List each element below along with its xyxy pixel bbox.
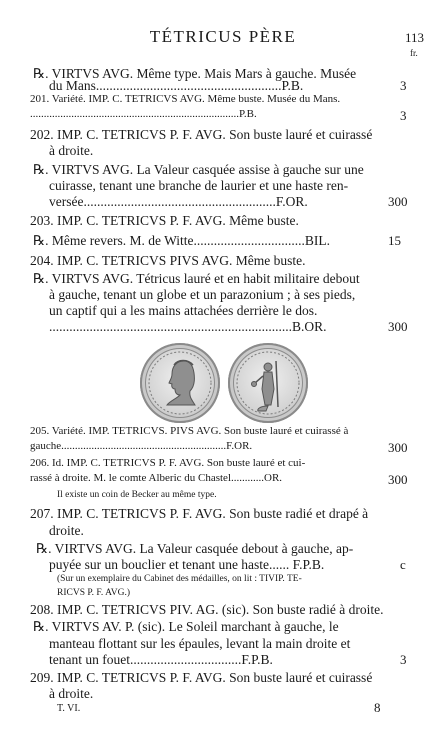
entry-line-text: RICVS P. F. AVG.) [57,588,130,598]
page-number: 113 [405,30,425,45]
entry-line-text: à droite. [49,686,94,701]
entry-line-text: ℞. Même revers. M. de Witte.................................BIL. [33,233,331,248]
entry-line-text: 207. IMP. C. TETRICVS P. F. AVG. Son buste radié et drapé à [30,506,369,521]
entry-value: 3 [400,652,407,667]
margin-note: fr. [410,48,418,58]
entry-value: 300 [388,440,408,455]
entry-line-text: ℞. VIRTVS AV. P. (sic). Le Soleil marchant à gauche, le [33,619,339,634]
entry-line-text: ℞. VIRTVS AVG. Même type. Mais Mars à gauche. Musée [33,66,357,81]
entry-line-text: cuirasse, tenant une branche de laurier et une haste ren- [49,178,349,193]
entry-value: 3 [400,108,407,123]
entry-line-text: puyée sur un bouclier et tenant une haste...... F.P.B. [49,557,325,572]
entry-line-text: 208. IMP. C. TETRICVS PIV. AG. (sic). Son buste radié à droite. [30,602,384,617]
entry-line-text: à droite. [49,143,94,158]
portrait-bust-icon [140,343,220,423]
entry-line-text: à gauche, tenant un globe et un parazonium ; à ses pieds, [49,287,356,302]
entry-line-text: 201. Variété. IMP. C. TETRICVS AVG. Même buste. Musée du Mans. [30,93,341,105]
entry-line-text: ............................................................................P.B. [30,108,257,120]
entry-line-text: rassé à droite. M. le comte Alberic du Chastel............OR. [30,472,283,484]
entry-line-text: tenant un fouet.................................F.P.B. [49,652,273,667]
coin-reverse-image [228,343,308,423]
entry-value: 3 [400,78,407,93]
entry-line-text: 205. Variété. IMP. TETRICVS. PIVS AVG. Son buste lauré et cuirassé à [30,425,349,437]
entry-line-text: ℞. VIRTVS AVG. Tétricus lauré et en habit militaire debout [33,271,360,286]
entry-line-text: ℞. VIRTVS AVG. La Valeur casquée assise à gauche sur une [33,162,364,177]
entry-line-text: 202. IMP. C. TETRICVS P. F. AVG. Son buste lauré et cuirassé [30,127,373,142]
entry-line-text: ........................................................................B.OR. [49,319,327,334]
page-title: TÉTRICUS PÈRE [149,27,297,46]
entry-line-text: droite. [49,523,84,538]
entry-line-text: 206. Id. IMP. C. TETRICVS P. F. AVG. Son buste lauré et cui- [30,457,306,469]
entry-value: 300 [388,472,408,487]
signature-mark: T. VI. [57,703,81,714]
entry-line-text: manteau flottant sur les épaules, levant la main droite et [49,636,351,651]
standing-figure-icon [228,343,308,423]
sheet-number: 8 [374,700,381,715]
entry-value: c [400,557,406,572]
entry-line-text: Il existe un coin de Becker au même type. [57,490,217,500]
entry-line-text: versée.........................................................F.OR. [49,194,308,209]
entry-line-text: ℞. VIRTVS AVG. La Valeur casquée debout à gauche, ap- [36,541,354,556]
entry-line-text: 203. IMP. C. TETRICVS P. F. AVG. Même buste. [30,213,299,228]
entry-value: 300 [388,319,408,334]
entry-line-text: 204. IMP. C. TETRICVS PIVS AVG. Même buste. [30,253,306,268]
entry-line-text: un captif qui a les mains attachées derrière le dos. [49,303,318,318]
entry-value: 15 [388,233,401,248]
entry-value: 300 [388,194,408,209]
entry-line-text: 209. IMP. C. TETRICVS P. F. AVG. Son buste lauré et cuirassé [30,670,373,685]
entry-line-text: du Mans.......................................................P.B. [49,78,304,93]
entry-line-text: gauche............................................................F.OR. [30,440,253,452]
entry-line-text: (Sur un exemplaire du Cabinet des médailles, on lit : TIVIP. TE- [57,574,302,584]
coin-obverse-image [140,343,220,423]
